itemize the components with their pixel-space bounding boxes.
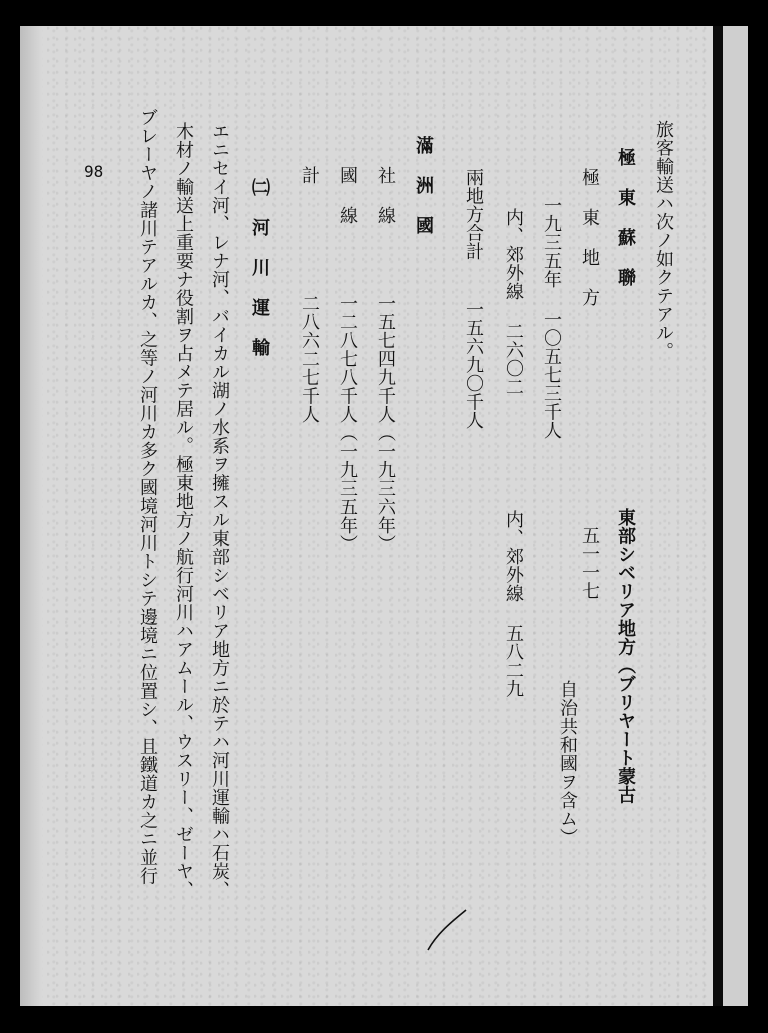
- company-line-value: 一五七四九千人（一九三六年）: [375, 294, 396, 553]
- national-line-label: 國 線: [337, 166, 358, 225]
- two-regions-total-value: 一五六九〇千人: [463, 300, 484, 430]
- pencil-mark: [424, 906, 474, 956]
- next-page-edge: [723, 26, 748, 1006]
- manchuria-total-label: 計: [299, 166, 320, 185]
- section-title: ㈡ 河 川 運 輸: [249, 178, 270, 357]
- book-spine: [713, 26, 723, 1006]
- east-siberia-label: 東部シベリア地方（ブリヤート蒙古: [615, 508, 636, 804]
- company-line-label: 社 線: [375, 166, 396, 225]
- manchuria-total-value: 二八六二七千人: [299, 294, 320, 424]
- page-number: 98: [84, 162, 104, 181]
- body-paragraph-2: 木材ノ輸送上重要ナ役割ヲ占メテ居ル。極東地方ノ航行河川ハアムール、ウスリー、ゼーヤ、: [173, 122, 194, 899]
- autonomous-note: 自治共和國ヲ含ム）: [557, 680, 578, 847]
- national-line-value: 一二八七八千人（一九三五年）: [337, 294, 358, 553]
- soviet-heading: 極 東 蘇 聯: [615, 148, 636, 287]
- body-paragraph-1: エニセイ河、レナ河、バイカル湖ノ水系ヲ擁スル東部シベリア地方ニ於テハ河川運輸ハ石炭、: [209, 122, 230, 899]
- far-east-year-line: 一九三五年 一〇五七三千人: [541, 196, 562, 440]
- east-siberia-value: 五一一七: [579, 526, 600, 600]
- manchuria-heading: 滿 洲 國: [413, 136, 434, 235]
- two-regions-total-label: 兩地方合計: [463, 168, 484, 261]
- body-paragraph-3: ブレーヤノ諸川テアルカ、之等ノ河川カ多ク國境河川トシテ邊境ニ位置シ、且鐵道カ之ニ並行: [137, 108, 158, 885]
- far-east-region-label: 極 東 地 方: [579, 168, 600, 307]
- east-siberia-suburban-line: 内、郊外線 五八二九: [503, 510, 524, 698]
- page-gutter-shadow: [20, 26, 42, 1006]
- far-east-suburban-line: 内、郊外線 二六〇二: [503, 208, 524, 396]
- intro-text: 旅客輸送ハ次ノ如クテアル。: [653, 120, 674, 361]
